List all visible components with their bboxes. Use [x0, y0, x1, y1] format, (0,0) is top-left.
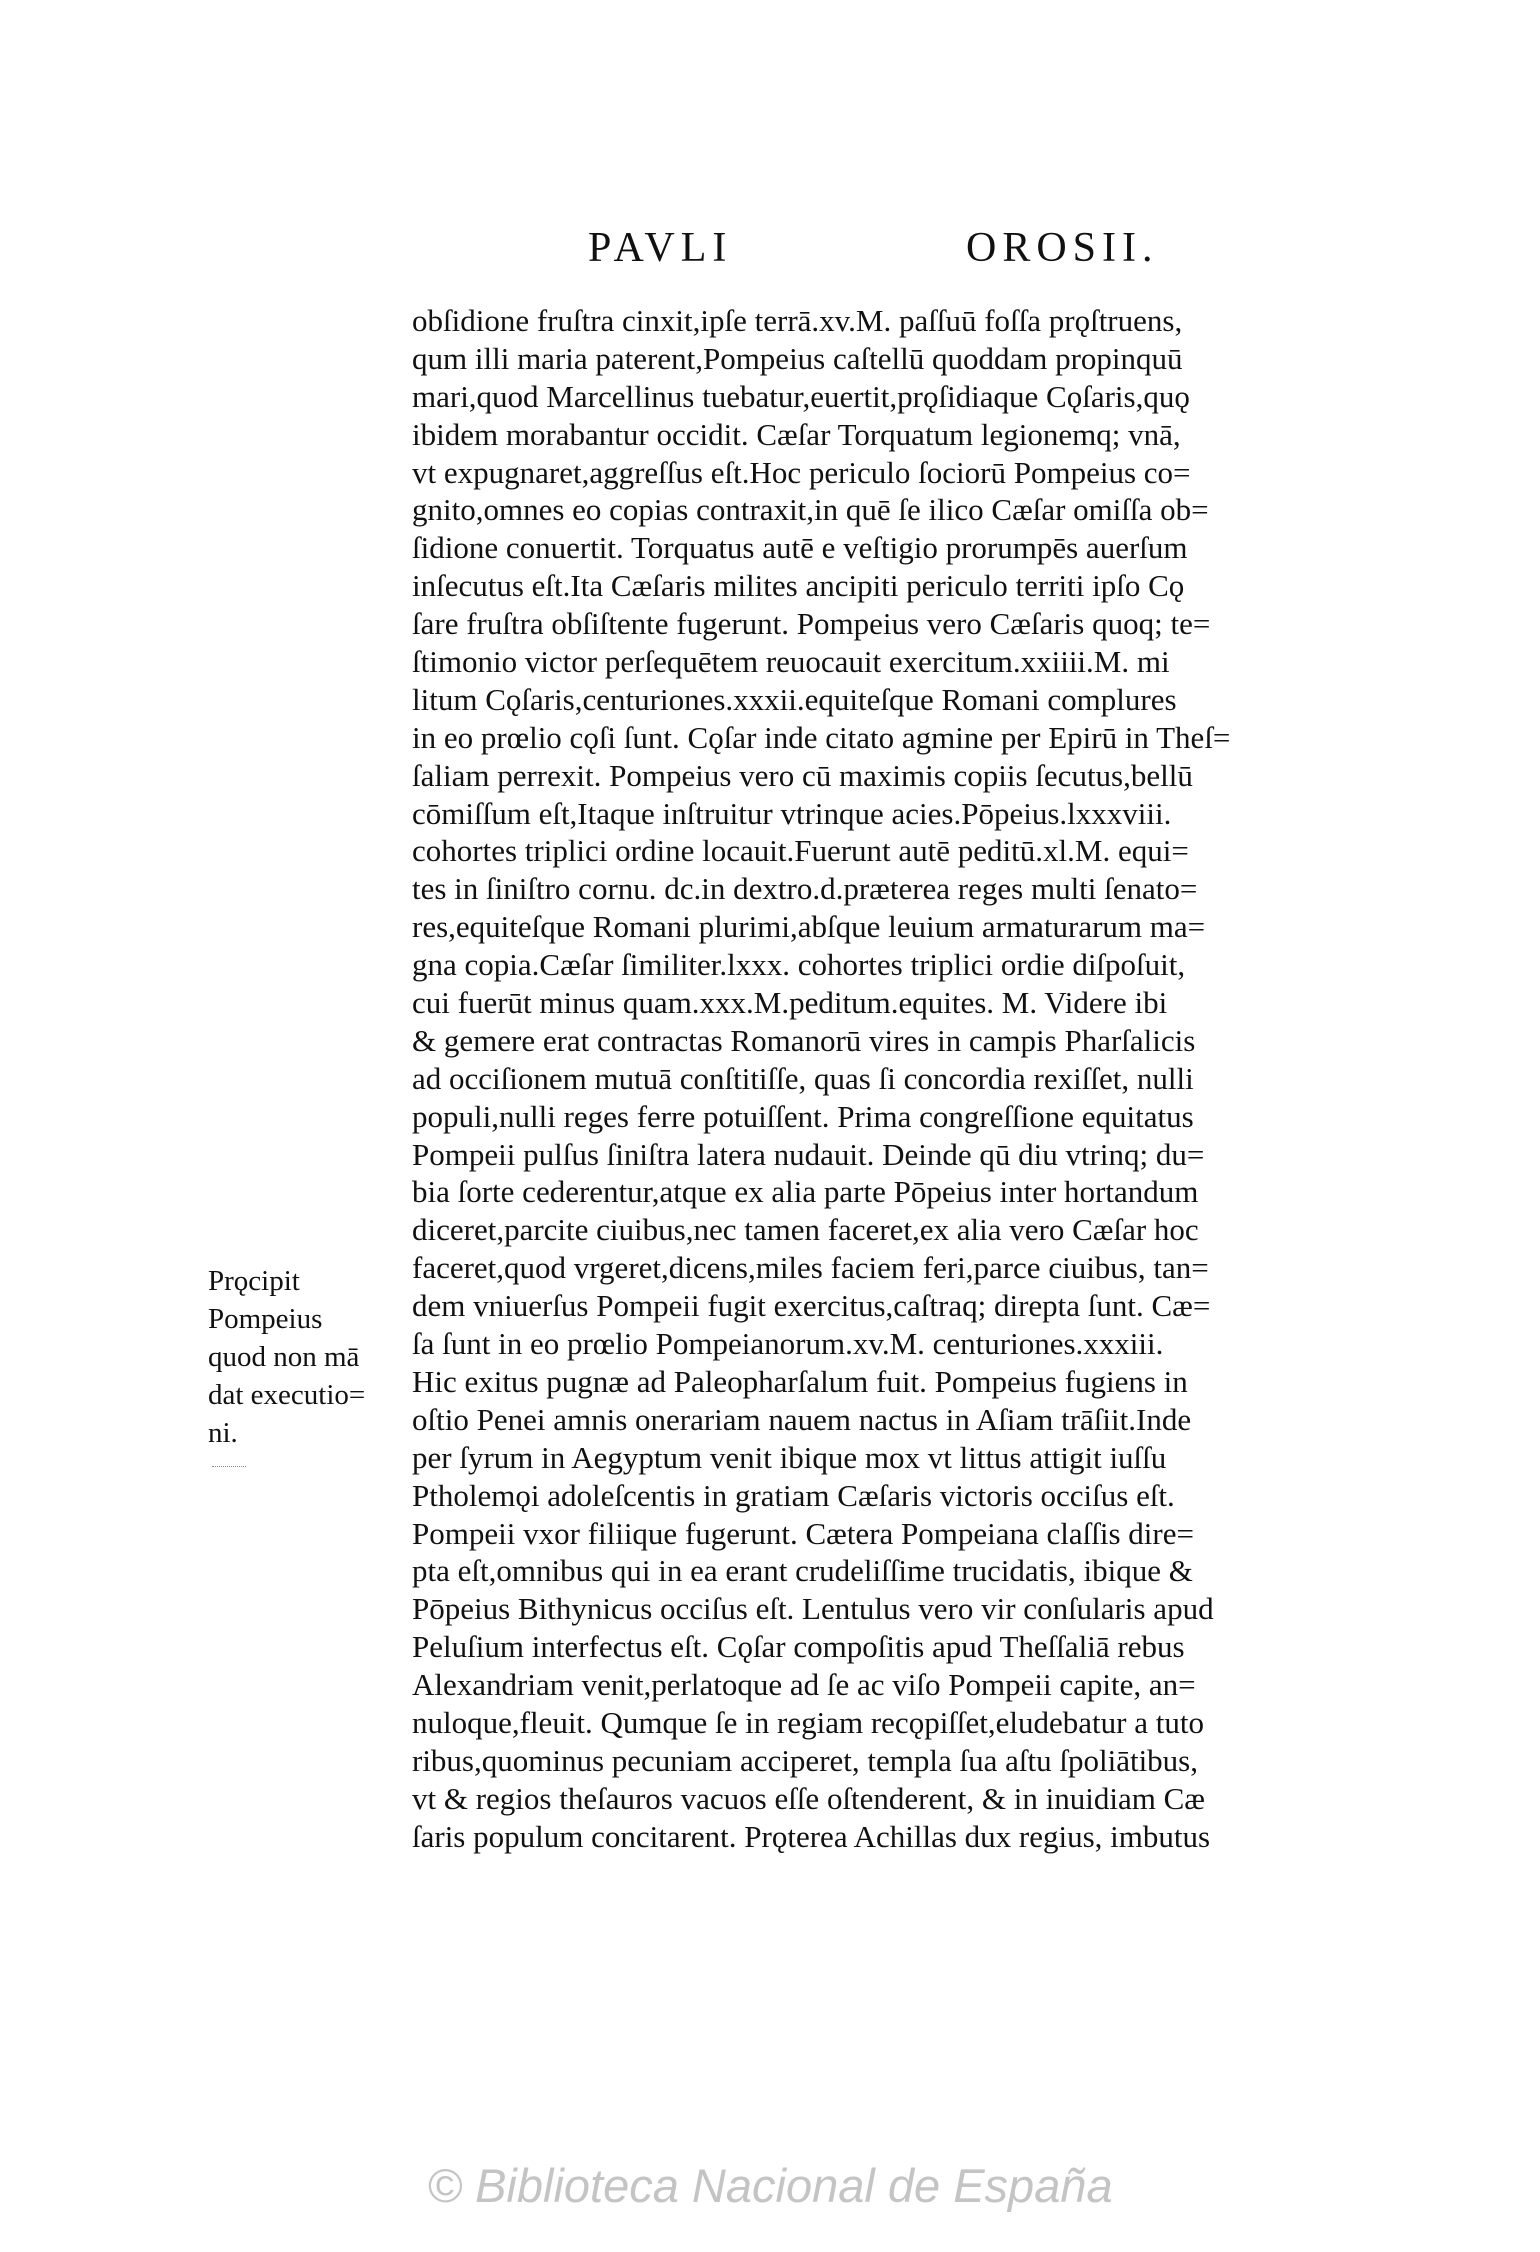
running-head-author: PAVLI — [588, 225, 733, 271]
text-line: Pompeii vxor filiique fugerunt. Cætera Pompeiana claſſis dire= — [412, 1515, 1194, 1551]
text-line: per ſyrum in Aegyptum venit ibique mox vt littus attigit iuſſu — [412, 1439, 1167, 1475]
text-line: gnito,omnes eo copias contraxit,in quē ſe ilico Cæſar omiſſa ob= — [412, 492, 1209, 528]
marginal-note-line: Prǫcipit — [208, 1265, 300, 1297]
text-line: vt & regios theſauros vacuos eſſe oſtenderent, & in inuidiam Cæ — [412, 1780, 1205, 1816]
running-head-title: OROSII. — [966, 225, 1159, 271]
text-line: ſidione conuertit. Torquatus autē e veſtigio prorumpēs auerſum — [412, 530, 1188, 566]
text-line: populi,nulli reges ferre potuiſſent. Prima congreſſione equitatus — [412, 1098, 1194, 1134]
library-watermark: © Biblioteca Nacional de España — [427, 2159, 1113, 2212]
text-line: obſidione fruſtra cinxit,ipſe terrā.xv.M. paſſuū foſſa prǫſtruens, — [412, 303, 1183, 338]
text-line: Peluſium interfectus eſt. Cǫſar compoſitis apud Theſſaliā rebus — [412, 1629, 1185, 1665]
text-line: cohortes triplici ordine locauit.Fuerunt autē peditū.xl.M. equi= — [412, 833, 1189, 869]
text-line: tes in ſiniſtro cornu. dc.in dextro.d.præterea reges multi ſenato= — [412, 871, 1198, 907]
marginal-note-line: dat executio= — [208, 1379, 366, 1411]
text-line: cōmiſſum eſt,Itaque inſtruitur vtrinque acies.Pōpeius.lxxxviii. — [412, 795, 1172, 831]
text-line: & gemere erat contractas Romanorū vires in campis Pharſalicis — [412, 1022, 1196, 1058]
text-line: ſaris populum concitarent. Prǫterea Achillas dux regius, imbutus — [412, 1818, 1211, 1854]
text-line: Alexandriam venit,perlatoque ad ſe ac viſo Pompeii capite, an= — [412, 1667, 1196, 1703]
text-line: ad occiſionem mutuā conſtitiſſe, quas ſi concordia rexiſſet, nulli — [412, 1060, 1194, 1096]
text-line: inſecutus eſt.Ita Cæſaris milites ancipiti periculo territi ipſo Cǫ — [412, 568, 1185, 604]
text-line: mari,quod Marcellinus tuebatur,euertit,prǫſidiaque Cǫſaris,quǫ — [412, 378, 1190, 414]
text-line: in eo prœlio cǫſi ſunt. Cǫſar inde citato agmine per Epirū in Theſ= — [412, 719, 1231, 755]
text-line: oſtio Penei amnis onerariam nauem nactus in Aſiam trāſiit.Inde — [412, 1401, 1192, 1437]
text-line: Pōpeius Bithynicus occiſus eſt. Lentulus vero vir conſularis apud — [412, 1591, 1214, 1627]
marginal-note-line: Pompeius — [208, 1303, 323, 1335]
text-line: Hic exitus pugnæ ad Paleopharſalum fuit. Pompeius fugiens in — [412, 1363, 1188, 1399]
marginal-note — [208, 1262, 408, 1452]
marginal-note-line: quod non mā — [208, 1341, 360, 1373]
text-line: dem vniuerſus Pompeii fugit exercitus,caſtraq; direpta ſunt. Cæ= — [412, 1288, 1211, 1324]
text-line: gna copia.Cæſar ſimiliter.lxxx. cohortes triplici ordie diſpoſuit, — [412, 947, 1186, 983]
text-line: ribus,quominus pecuniam acciperet, templa ſua aſtu ſpoliātibus, — [412, 1742, 1198, 1778]
text-line: bia ſorte cederentur,atque ex alia parte Pōpeius inter hortandum — [412, 1174, 1199, 1210]
text-line: qum illi maria paterent,Pompeius caſtellū quoddam propinquū — [412, 340, 1183, 376]
text-line: nuloque,fleuit. Qumque ſe in regiam recǫpiſſet,eludebatur a tuto — [412, 1704, 1204, 1740]
text-line: faceret,quod vrgeret,dicens,miles faciem feri,parce ciuibus, tan= — [412, 1250, 1209, 1286]
text-line: cui fuerūt minus quam.xxx.M.peditum.equites. M. Videre ibi — [412, 985, 1168, 1021]
text-line: ſare fruſtra obſiſtente fugerunt. Pompeius vero Cæſaris quoq; te= — [412, 606, 1211, 642]
marginal-note-line: ni. — [208, 1417, 238, 1449]
text-line: pta eſt,omnibus qui in ea erant crudeliſſime trucidatis, ibique & — [412, 1553, 1193, 1589]
text-line: diceret,parcite ciuibus,nec tamen faceret,ex alia vero Cæſar hoc — [412, 1212, 1199, 1248]
text-line: res,equiteſque Romani plurimi,abſque leuium armaturarum ma= — [412, 909, 1206, 945]
text-line: ſaliam perrexit. Pompeius vero cū maximis copiis ſecutus,bellū — [412, 757, 1193, 793]
running-head — [400, 224, 1360, 284]
text-line: ſa ſunt in eo prœlio Pompeianorum.xv.M. centuriones.xxxiii. — [412, 1326, 1164, 1362]
text-line: Ptholemǫi adoleſcentis in gratiam Cæſaris victoris occiſus eſt. — [412, 1477, 1175, 1513]
text-line: Pompeii pulſus ſiniſtra latera nudauit. Deinde qū diu vtrinq; du= — [412, 1136, 1205, 1172]
marginal-dotted-rule — [212, 1466, 246, 1467]
main-text-block — [412, 302, 1350, 1856]
text-line: litum Cǫſaris,centuriones.xxxii.equiteſque Romani complures — [412, 681, 1177, 717]
text-line: ſtimonio victor perſequētem reuocauit exercitum.xxiiii.M. mi — [412, 644, 1170, 680]
text-line: ibidem morabantur occidit. Cæſar Torquatum legionemq; vnā, — [412, 416, 1181, 452]
text-line: vt expugnaret,aggreſſus eſt.Hoc periculo ſociorū Pompeius co= — [412, 454, 1191, 490]
